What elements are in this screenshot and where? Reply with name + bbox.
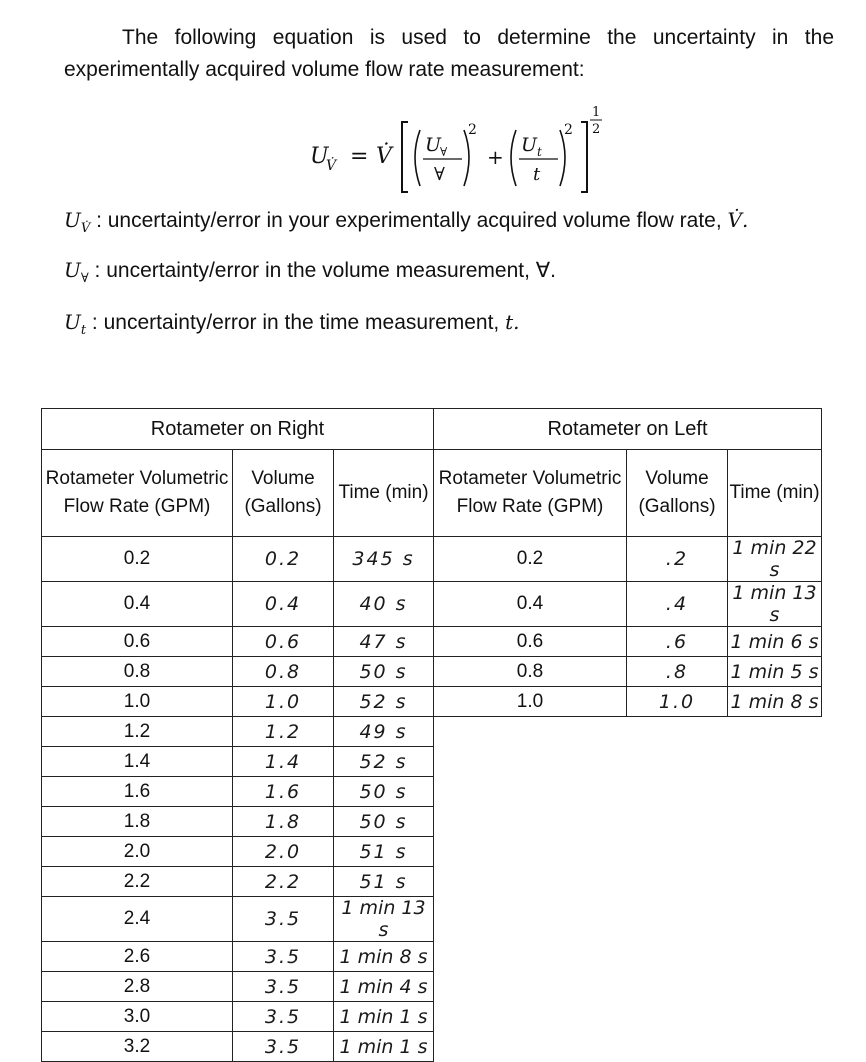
right-time-cell: 345 s [334, 537, 434, 582]
empty-cell [434, 942, 822, 972]
right-volume-cell: 3.5 [233, 897, 334, 942]
header-time: Time (min) [334, 450, 434, 537]
eq-term1-power: 2 [468, 122, 477, 138]
rotameter-table [41, 408, 822, 1062]
definition-flow-rate [64, 208, 748, 236]
def-symbol-sub: t [80, 323, 87, 339]
left-volume-cell: .2 [627, 537, 728, 582]
right-volume-cell: 3.5 [233, 972, 334, 1002]
empty-cell [434, 1032, 822, 1062]
right-rotameter-title: Rotameter on Right [42, 409, 434, 450]
def-text: : uncertainty/error in your experimentally acquired volume flow rate, [90, 209, 728, 232]
empty-cell [434, 717, 822, 747]
right-time-cell: 49 s [334, 717, 434, 747]
eq-equals: = [350, 144, 369, 169]
right-volume-cell: 1.0 [233, 687, 334, 717]
left-volume-cell: .8 [627, 657, 728, 687]
left-flow-rate-cell: 0.8 [434, 657, 627, 687]
def-symbol: U [64, 258, 81, 282]
left-rotameter-title: Rotameter on Left [434, 409, 822, 450]
right-flow-rate-cell: 1.2 [42, 717, 233, 747]
header-volume: Volume (Gallons) [233, 450, 334, 537]
def-symbol-sub: ∀ [80, 271, 89, 287]
right-time-cell: 50 s [334, 807, 434, 837]
right-flow-rate-cell: 2.0 [42, 837, 233, 867]
intro-text: The following equation is used to determine the uncertainty in the experimentally acquired volume flow rate measurement: [64, 26, 834, 81]
empty-cell [434, 897, 822, 942]
def-text: : uncertainty/error in the time measurement, [86, 311, 506, 334]
empty-cell [434, 747, 822, 777]
eq-open-bracket [402, 122, 408, 192]
table-row [42, 807, 822, 837]
right-flow-rate-cell: 0.6 [42, 627, 233, 657]
eq-term2-power: 2 [564, 122, 573, 138]
table-row [42, 1002, 822, 1032]
empty-cell [434, 867, 822, 897]
right-time-cell: 40 s [334, 582, 434, 627]
right-time-cell: 47 s [334, 627, 434, 657]
left-time-cell: 1 min 22 s [728, 537, 822, 582]
table-row [42, 627, 822, 657]
right-volume-cell: 3.5 [233, 1032, 334, 1062]
left-volume-cell: 1.0 [627, 687, 728, 717]
right-time-cell: 1 min 8 s [334, 942, 434, 972]
eq-term1-den: ∀ [434, 164, 445, 185]
empty-cell [434, 807, 822, 837]
empty-cell [434, 837, 822, 867]
table-row [42, 582, 822, 627]
def-tail: ∀. [535, 259, 556, 282]
right-time-cell: 1 min 1 s [334, 1032, 434, 1062]
uncertainty-equation [306, 100, 616, 200]
header-volume: Volume (Gallons) [627, 450, 728, 537]
right-volume-cell: 0.4 [233, 582, 334, 627]
definition-volume [64, 258, 556, 286]
right-flow-rate-cell: 2.6 [42, 942, 233, 972]
eq-lhs-sub: V̇ [326, 158, 337, 174]
def-tail: t. [505, 310, 520, 334]
left-time-cell: 1 min 6 s [728, 627, 822, 657]
right-volume-cell: 2.2 [233, 867, 334, 897]
eq-term1-num: U [425, 134, 442, 156]
right-flow-rate-cell: 3.0 [42, 1002, 233, 1032]
empty-cell [434, 972, 822, 1002]
left-time-cell: 1 min 13 s [728, 582, 822, 627]
right-time-cell: 52 s [334, 747, 434, 777]
right-time-cell: 1 min 13 s [334, 897, 434, 942]
right-volume-cell: 1.6 [233, 777, 334, 807]
eq-rhs-factor: V̇ [376, 144, 392, 169]
right-volume-cell: 1.2 [233, 717, 334, 747]
left-flow-rate-cell: 1.0 [434, 687, 627, 717]
eq-lhs: U [310, 144, 329, 169]
eq-plus: + [487, 145, 504, 169]
table-row [42, 537, 822, 582]
table-row [42, 717, 822, 747]
right-flow-rate-cell: 1.6 [42, 777, 233, 807]
table-row [42, 777, 822, 807]
right-time-cell: 52 s [334, 687, 434, 717]
left-volume-cell: .4 [627, 582, 728, 627]
right-flow-rate-cell: 2.4 [42, 897, 233, 942]
right-flow-rate-cell: 1.0 [42, 687, 233, 717]
intro-paragraph [64, 22, 834, 86]
header-flow-rate: Rotameter Volumetric Flow Rate (GPM) [42, 450, 233, 537]
right-time-cell: 51 s [334, 837, 434, 867]
right-flow-rate-cell: 0.4 [42, 582, 233, 627]
empty-cell [434, 1002, 822, 1032]
right-flow-rate-cell: 3.2 [42, 1032, 233, 1062]
right-time-cell: 50 s [334, 777, 434, 807]
eq-term2-den: t [533, 164, 541, 185]
right-flow-rate-cell: 1.4 [42, 747, 233, 777]
right-volume-cell: 0.2 [233, 537, 334, 582]
eq-term1-num-sub: ∀ [440, 145, 448, 159]
right-volume-cell: 2.0 [233, 837, 334, 867]
definition-time [64, 310, 520, 338]
eq-outer-power-num: 1 [592, 105, 601, 120]
table-row [42, 687, 822, 717]
right-volume-cell: 3.5 [233, 1002, 334, 1032]
right-flow-rate-cell: 1.8 [42, 807, 233, 837]
right-volume-cell: 1.4 [233, 747, 334, 777]
table-row [42, 897, 822, 942]
header-flow-rate: Rotameter Volumetric Flow Rate (GPM) [434, 450, 627, 537]
right-flow-rate-cell: 2.2 [42, 867, 233, 897]
left-time-cell: 1 min 8 s [728, 687, 822, 717]
right-volume-cell: 0.8 [233, 657, 334, 687]
left-flow-rate-cell: 0.4 [434, 582, 627, 627]
def-text: : uncertainty/error in the volume measurement, [88, 259, 536, 282]
left-volume-cell: .6 [627, 627, 728, 657]
left-flow-rate-cell: 0.6 [434, 627, 627, 657]
table-row [42, 942, 822, 972]
empty-cell [434, 777, 822, 807]
def-symbol-sub: V̇ [80, 221, 91, 237]
table-row [42, 837, 822, 867]
def-symbol: U [64, 208, 81, 232]
left-flow-rate-cell: 0.2 [434, 537, 627, 582]
eq-term2-num-sub: t [537, 145, 542, 159]
right-flow-rate-cell: 0.8 [42, 657, 233, 687]
table-row [42, 657, 822, 687]
table-row [42, 867, 822, 897]
def-tail: V̇. [727, 208, 749, 232]
eq-outer-power-den: 2 [592, 122, 601, 137]
header-time: Time (min) [728, 450, 822, 537]
right-time-cell: 51 s [334, 867, 434, 897]
equation-svg [306, 100, 616, 200]
table-row [42, 747, 822, 777]
left-time-cell: 1 min 5 s [728, 657, 822, 687]
right-flow-rate-cell: 0.2 [42, 537, 233, 582]
eq-term2-num: U [521, 134, 538, 156]
right-volume-cell: 3.5 [233, 942, 334, 972]
table-row [42, 1032, 822, 1062]
right-time-cell: 1 min 4 s [334, 972, 434, 1002]
right-time-cell: 50 s [334, 657, 434, 687]
def-symbol: U [64, 310, 81, 334]
table-body [42, 537, 822, 1062]
table-row [42, 972, 822, 1002]
eq-close-bracket [581, 122, 587, 192]
right-volume-cell: 0.6 [233, 627, 334, 657]
right-volume-cell: 1.8 [233, 807, 334, 837]
right-time-cell: 1 min 1 s [334, 1002, 434, 1032]
right-flow-rate-cell: 2.8 [42, 972, 233, 1002]
